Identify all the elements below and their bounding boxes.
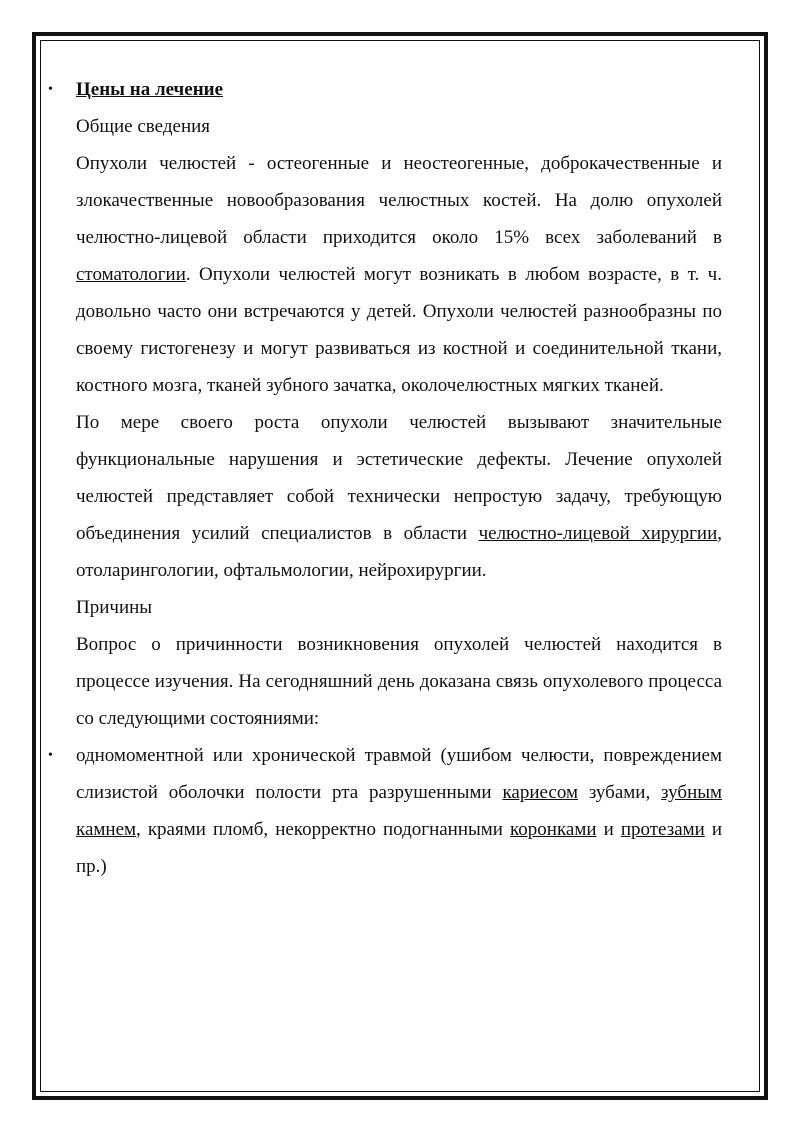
- link-crowns[interactable]: коронками: [510, 819, 597, 840]
- bullet-icon: •: [48, 82, 53, 97]
- bullet-item-heading: [48, 71, 722, 108]
- link-maxillofacial-surgery[interactable]: челюстно-лицевой хирургии: [478, 523, 718, 544]
- paragraph-causes: Вопрос о причинности возникновения опухолей челюстей находится в процессе изучения. На сегодняшний день доказана связь опухолевого процесса со следующими состояниями:: [76, 634, 722, 729]
- bullet-icon: •: [48, 748, 53, 763]
- link-prostheses[interactable]: протезами: [620, 819, 705, 840]
- link-caries[interactable]: кариесом: [502, 782, 578, 803]
- document-content: [48, 71, 723, 885]
- paragraph-general: Опухоли челюстей - остеогенные и неостеогенные, доброкачественные и злокачественные новообразования челюстных костей. На долю опухолей челюстно-лицевой области приходится около 15% всех заболеваний в стоматологии. Опухоли челюстей могут возникать в любом возрасте, в т. ч. довольно часто они встречаются у детей. Опухоли челюстей разнообразны по своему гистогенезу и могут развиваться из костной и соединительной ткани, костного мозга, тканей зубного зачатка, околочелюстных мягких тканей.: [76, 153, 722, 396]
- section-title-general: Общие сведения: [76, 116, 211, 137]
- paragraph-growth: По мере своего роста опухоли челюстей вызывают значительные функциональные нарушения и эстетические дефекты. Лечение опухолей челюстей представляет собой технически непростую задачу, требующую объединения усилий специалистов в области челюстно-лицевой хирургии, отоларингологии, офтальмологии, нейрохирургии.: [76, 412, 723, 581]
- section-title-causes: Причины: [76, 597, 153, 618]
- link-stomatology[interactable]: стоматологии: [76, 264, 186, 285]
- link-tartar[interactable]: зубным камнем: [76, 782, 723, 840]
- prices-heading-link[interactable]: Цены на лечение: [76, 79, 224, 100]
- bullet-item-trauma: • одномоментной или хронической травмой (ушибом челюсти, повреждением слизистой оболочки полости рта разрушенными кариесом зубами, зубным камнем, краями пломб, некорректно подогнанными коронками и протезами и пр.): [76, 737, 722, 885]
